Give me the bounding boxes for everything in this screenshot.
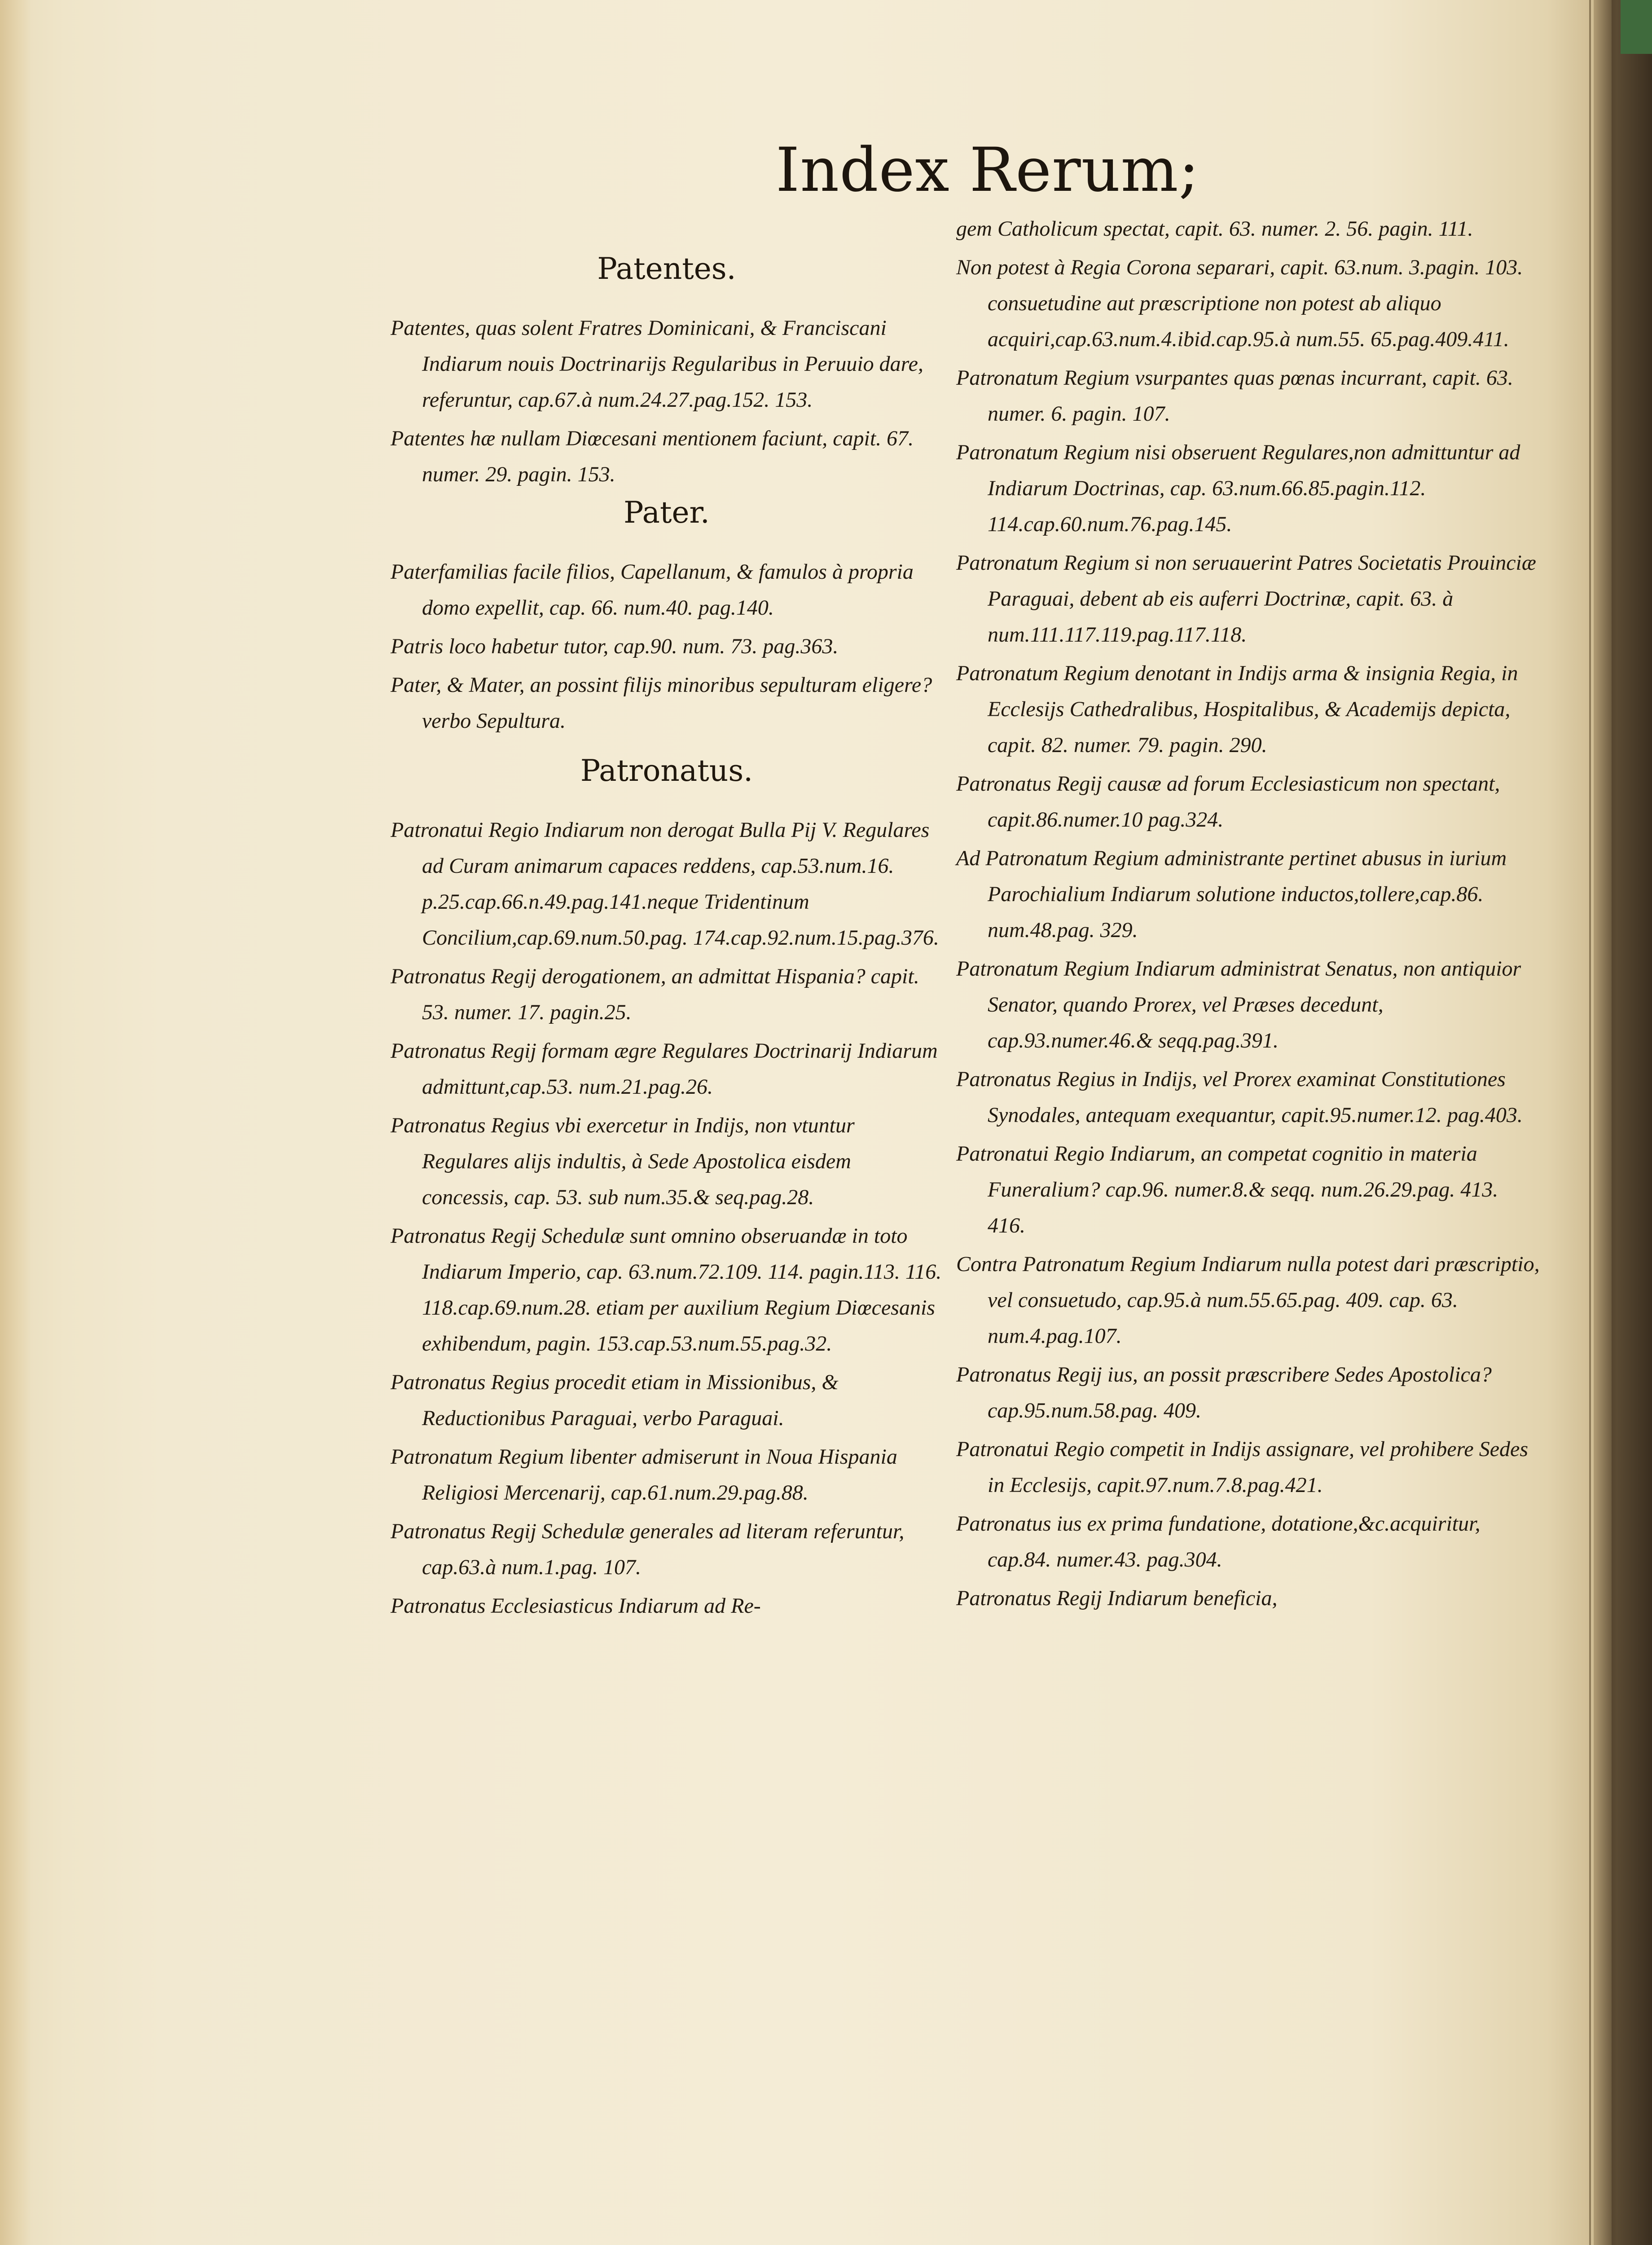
- index-entry: Paterfamilias facile filios, Capellanum, & famulos à propria domo expellit, cap. 66. num.40. pag.140.: [391, 560, 914, 620]
- index-entry: Patronatui Regio Indiarum, an competat cognitio in materia Funeralium? cap.96. numer.8.& seqq. num.26.29.pag. 413. 416.: [956, 1142, 1498, 1237]
- index-entry: Pater, & Mater, an possint filijs minoribus sepulturam eligere? verbo Sepultura.: [391, 673, 932, 733]
- right-column: [956, 211, 1540, 1619]
- ribbon-marker: [1621, 0, 1652, 54]
- index-entry: Patentes, quas solent Fratres Dominicani, & Franciscani Indiarum nouis Doctrinarijs Regularibus in Peruuio dare, referuntur, cap.67.à num.24.27.pag.152. 153.: [391, 316, 923, 412]
- index-entry: Patronatus Regij Indiarum beneficia,: [956, 1586, 1278, 1610]
- index-entry: Patronatus ius ex prima fundatione, dotatione,&c.acquiritur, cap.84. numer.43. pag.304.: [956, 1512, 1481, 1572]
- section-heading-pater: Pater.: [624, 495, 710, 530]
- index-entry: Patronatus Ecclesiasticus Indiarum ad Re-: [391, 1594, 761, 1618]
- index-entry: Patronatus Regius in Indijs, vel Prorex examinat Constitutiones Synodales, antequam exequantur, capit.95.numer.12. pag.403.: [956, 1067, 1523, 1127]
- index-entry: Patentes hæ nullam Diœcesani mentionem faciunt, capit. 67. numer. 29. pagin. 153.: [391, 427, 914, 486]
- left-column: [391, 251, 943, 1627]
- index-entry: Patronatui Regio Indiarum non derogat Bulla Pij V. Regulares ad Curam animarum capaces reddens, cap.53.num.16. p.25.cap.66.n.49.pag.141.neque Tridentinum Concilium,cap.69.num.50.pag. 174.cap.92.num.15.pag.376.: [391, 818, 939, 950]
- index-entry: Patronatum Regium Indiarum administrat Senatus, non antiquior Senator, quando Prorex, vel Præses decedunt, cap.93.numer.46.& seqq.pag.391.: [956, 957, 1521, 1052]
- page-fold: [1589, 0, 1591, 2245]
- index-entry: Patronatus Regij ius, an possit præscribere Sedes Apostolica? cap.95.num.58.pag. 409.: [956, 1363, 1492, 1422]
- index-entry: Ad Patronatum Regium administrante pertinet abusus in iurium Parochialium Indiarum solutione inductos,tollere,cap.86. num.48.pag. 329.: [956, 846, 1507, 942]
- index-entry: Patronatum Regium libenter admiserunt in Noua Hispania Religiosi Mercenarij, cap.61.num.29.pag.88.: [391, 1445, 897, 1505]
- index-entry: Patronatum Regium vsurpantes quas pœnas incurrant, capit. 63. numer. 6. pagin. 107.: [956, 366, 1513, 426]
- index-entry: Patronatum Regium nisi obseruent Regulares,non admittuntur ad Indiarum Doctrinas, cap. 63.num.66.85.pagin.112. 114.cap.60.num.76.pag.145.: [956, 440, 1520, 536]
- index-entry: Patris loco habetur tutor, cap.90. num. 73. pag.363.: [391, 634, 839, 658]
- index-entry: Patronatus Regij formam ægre Regulares Doctrinarij Indiarum admittunt,cap.53. num.21.pag.26.: [391, 1039, 938, 1099]
- index-entry: gem Catholicum spectat, capit. 63. numer. 2. 56. pagin. 111.: [956, 217, 1473, 241]
- index-entry: Contra Patronatum Regium Indiarum nulla potest dari præscriptio, vel consuetudo, cap.95.à num.55.65.pag. 409. cap. 63. num.4.pag.107.: [956, 1252, 1540, 1348]
- page-title: Index Rerum;: [775, 135, 1200, 205]
- index-entry: Patronatus Regius procedit etiam in Missionibus, & Reductionibus Paraguai, verbo Paraguai.: [391, 1370, 839, 1430]
- section-heading-patronatus: Patronatus.: [580, 753, 753, 788]
- page-edge-shadow: [0, 0, 31, 2245]
- index-entry: Non potest à Regia Corona separari, capit. 63.num. 3.pagin. 103. consuetudine aut præscriptione non potest ab aliquo acquiri,cap.63.num.4.ibid.cap.95.à num.55. 65.pag.409.411.: [956, 255, 1523, 351]
- index-entry: Patronatus Regij causæ ad forum Ecclesiasticum non spectant, capit.86.numer.10 pag.324.: [956, 772, 1500, 832]
- book-edge: [1594, 0, 1652, 2245]
- section-heading-patentes: Patentes.: [597, 251, 736, 286]
- index-entry: Patronatus Regius vbi exercetur in Indijs, non vtuntur Regulares alijs indultis, à Sede Apostolica eisdem concessis, cap. 53. sub num.35.& seq.pag.28.: [391, 1114, 855, 1209]
- index-entry: Patronatus Regij Schedulæ sunt omnino obseruandæ in toto Indiarum Imperio, cap. 63.num.72.109. 114. pagin.113. 116. 118.cap.69.num.28. etiam per auxilium Regium Diœcesanis exhibendum, pagin. 153.cap.53.num.55.pag.32.: [391, 1224, 942, 1356]
- index-entry: Patronatum Regium si non seruauerint Patres Societatis Prouinciæ Paraguai, debent ab eis auferri Doctrinæ, capit. 63. à num.111.117.119.pag.117.118.: [956, 551, 1536, 647]
- index-entry: Patronatui Regio competit in Indijs assignare, vel prohibere Sedes in Ecclesijs, capit.97.num.7.8.pag.421.: [956, 1437, 1529, 1497]
- index-entry: Patronatum Regium denotant in Indijs arma & insignia Regia, in Ecclesijs Cathedralibus, Hospitalibus, & Academijs depicta, capit. 82. numer. 79. pagin. 290.: [956, 661, 1518, 757]
- index-entry: Patronatus Regij derogationem, an admittat Hispania? capit. 53. numer. 17. pagin.25.: [391, 964, 919, 1024]
- index-entry: Patronatus Regij Schedulæ generales ad literam referuntur, cap.63.à num.1.pag. 107.: [391, 1519, 905, 1579]
